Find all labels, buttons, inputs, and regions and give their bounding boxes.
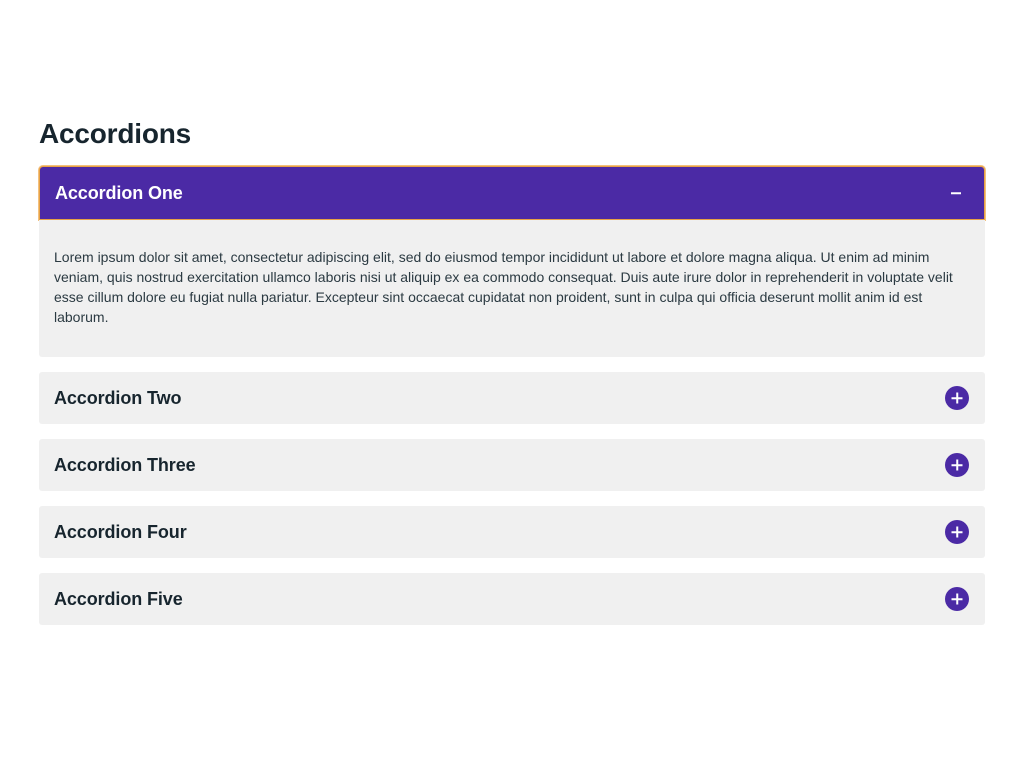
minus-icon[interactable]	[944, 181, 968, 205]
accordion-title: Accordion One	[55, 182, 183, 203]
plus-icon[interactable]	[945, 587, 969, 611]
accordion-panel-one	[39, 220, 985, 357]
accordion-header-five[interactable]	[39, 573, 985, 625]
plus-icon[interactable]	[945, 386, 969, 410]
plus-icon[interactable]	[945, 520, 969, 544]
accordion-item-five	[39, 573, 985, 625]
accordion-header-four[interactable]	[39, 506, 985, 558]
accordion-item-four	[39, 506, 985, 558]
page-title: Accordions	[39, 118, 192, 149]
accordion-title: Accordion Five	[54, 588, 183, 609]
accordion-header-three[interactable]	[39, 439, 985, 491]
accordion-header-one[interactable]	[39, 166, 985, 220]
accordion-title: Accordion Four	[54, 521, 187, 542]
accordion-item-two	[39, 372, 985, 424]
accordion-title: Accordion Two	[54, 387, 182, 408]
accordion	[39, 166, 985, 625]
accordion-item-three	[39, 439, 985, 491]
page	[39, 112, 985, 640]
accordion-item-one	[39, 166, 985, 357]
plus-icon[interactable]	[945, 453, 969, 477]
accordion-title: Accordion Three	[54, 454, 196, 475]
accordion-header-two[interactable]	[39, 372, 985, 424]
accordion-content: Lorem ipsum dolor sit amet, consectetur adipiscing elit, sed do eiusmod tempor incididunt ut labore et dolore magna aliqua. Ut enim ad minim veniam, quis nostrud exercitation ullamco laboris nisi ut aliquip ex ea commodo consequat. Duis aute irure dolor in reprehenderit in voluptate velit esse cillum dolore eu fugiat nulla pariatur. Excepteur sint occaecat cupidatat non proident, sunt in culpa qui officia deserunt mollit anim id est laborum.	[54, 249, 953, 325]
